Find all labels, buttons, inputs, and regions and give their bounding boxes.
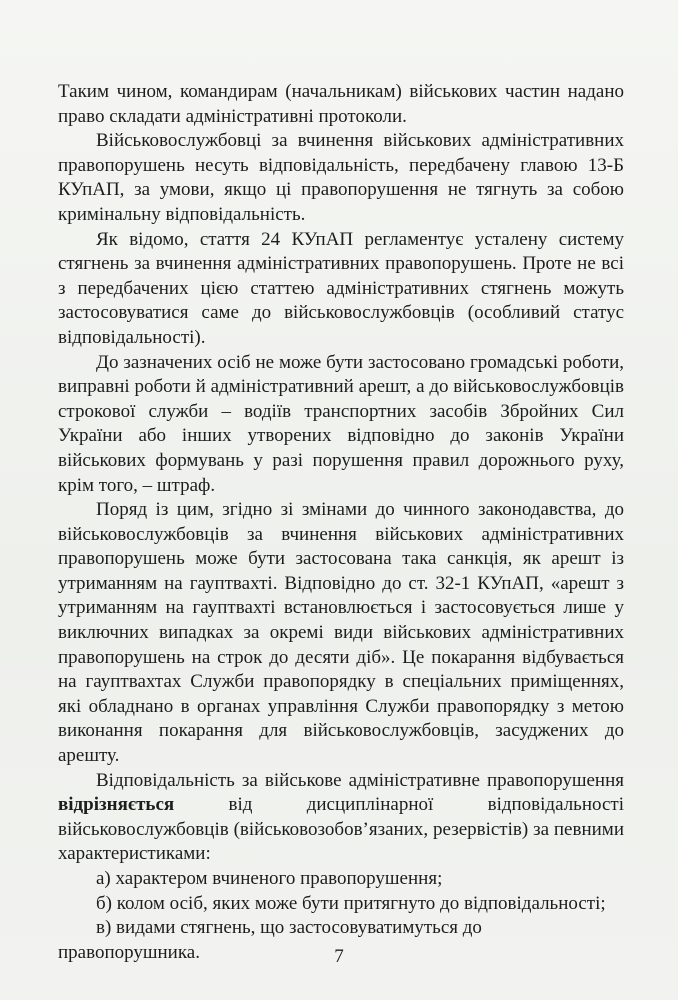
body-text [58,80,624,965]
paragraph-3: Як відомо, стаття 24 КУпАП регламентує усталену систему стягнень за вчинення адміністративних правопорушень. Проте не всі з передбачених цією статтею адміністративних стягнень можуть застосовуватися саме до військовослужбовців (особливий статус відповідальності). [58,228,624,348]
emphasis-word: відрізняється [58,794,175,816]
paragraph-1: Таким чином, командирам (начальникам) військових частин надано право складати адміністративні протоколи. [58,81,624,127]
paragraph-4: До зазначених осіб не може бути застосовано громадські роботи, виправні роботи й адміністративний арешт, а до військовослужбовців строкової служби – водіїв транспортних засобів Збройних Сил України або інших утворених відповідно до законів України військових формувань у разі порушення правил дорожнього руху, крім того, – штраф. [58,351,624,496]
paragraph-2: Військовослужбовці за вчинення військових адміністративних правопорушень несуть відповідальність, передбачену главою 13-Б КУпАП, за умови, якщо ці правопорушення не тягнуть за собою кримінальну відповідальність. [58,130,624,225]
page-number: 7 [334,946,344,967]
list-item: б) колом осіб, яких може бути притягнуто до відповідальності; [96,892,606,914]
list-item: в) видами стягнень, що застосовуватимуться до правопорушника. [58,917,482,963]
paragraph-6-start: Відповідальність за військове адміністративне правопорушення [96,769,624,791]
paragraph-6 [58,769,624,867]
list-item: а) характером вчиненого правопорушення; [96,868,443,889]
paragraph-6-end: від дисциплінарної відповідальності військовослужбовців (військовозобов’язаних, резервістів) за певними характеристиками: [58,794,625,865]
paragraph-5: Поряд із цим, згідно зі змінами до чинного законодавства, до військовослужбовців за вчинення військових адміністративних правопорушень може бути застосована така санкція, як арешт із утриманням на гауптвахті. Відповідно до ст. 32-1 КУпАП, «арешт з утриманням на гауптвахті встановлюється і застосовується лише у виключних випадках за окремі види військових адміністративних правопорушень на строк до десяти діб». Це покарання відбувається на гауптвахтах Служби правопорядку в спеціальних приміщеннях, які обладнано в органах управління Служби правопорядку з метою виконання покарання для військовослужбовців, засуджених до арешту. [58,499,624,767]
